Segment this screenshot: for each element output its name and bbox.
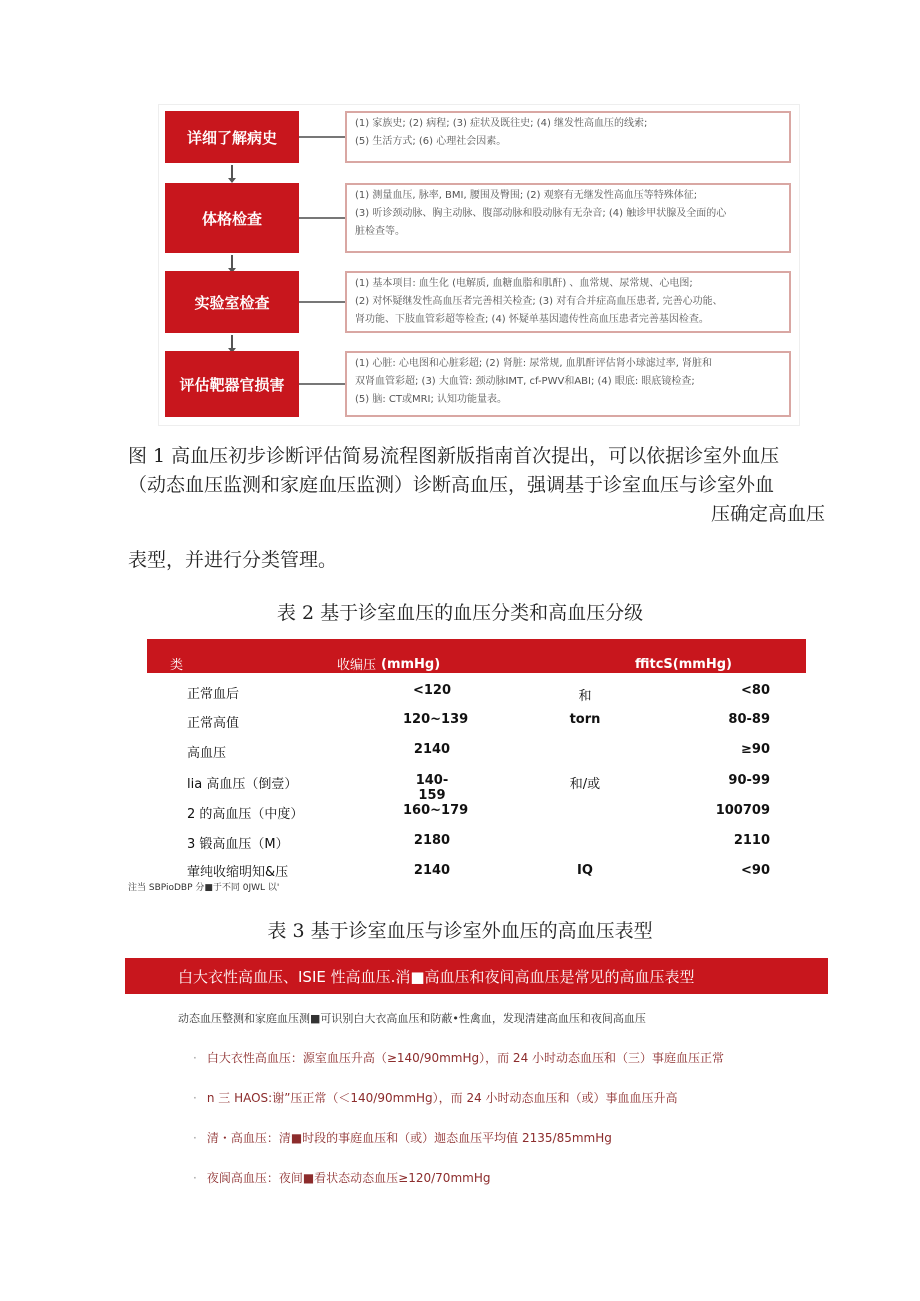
cell-sbp: 2140: [413, 742, 451, 757]
table-row: [0, 742, 920, 772]
cell-sbp: 160~179: [403, 803, 469, 818]
paragraph-tail: 表型，并进行分类管理。: [128, 549, 338, 571]
cell-category: 2 的高血压（中度）: [187, 807, 304, 822]
table3-header: 白大衣性高血压、ISIE 性高血压.消■高血压和夜间高血压是常见的高血压表型: [125, 958, 828, 994]
flow-detail-lab: [345, 271, 791, 333]
list-item-text: 清・高血压：清■时段的事庭血压和（或）迦态血压平均值 2135/85mmHg: [206, 1131, 612, 1145]
flow-detail-physical: [345, 183, 791, 253]
cell-dbp: 2110: [733, 833, 770, 848]
cell-category: 高血压: [187, 746, 227, 761]
cell-conj: 和: [578, 689, 592, 704]
bullet-icon: ·: [193, 1171, 197, 1185]
figure-caption-line: 压确定高血压: [710, 503, 825, 525]
cell-sbp: 140-159: [415, 773, 449, 803]
figure-caption-line: 图 1 高血压初步诊断评估简易流程图新版指南首次提出，可以依据诊室外血压: [128, 445, 780, 467]
detail-line: 肾功能、下肢血管彩超等检查; (4) 怀疑单基因遗传性高血压患者完善基因检查。: [355, 314, 709, 325]
table-row: [0, 712, 920, 742]
list-item: [193, 1049, 724, 1066]
figure-caption-line: （动态血压监测和家庭血压监测）诊断高血压，强调基于诊室血压与诊室外血: [128, 474, 775, 496]
bullet-icon: ·: [193, 1091, 197, 1105]
connector: [299, 383, 345, 385]
flowchart: [158, 104, 800, 426]
cell-dbp: 80-89: [728, 712, 770, 727]
detail-line: (1) 心脏: 心电图和心脏彩超; (2) 肾脏: 尿常规, 血肌酐评估肾小球滤过率, 肾脏和: [355, 358, 713, 369]
cell-dbp: <90: [741, 863, 770, 878]
bullet-icon: ·: [193, 1131, 197, 1145]
table-row: [0, 773, 920, 803]
detail-line: 脏检查等。: [355, 226, 405, 237]
detail-line: (1) 家族史; (2) 病程; (3) 症状及既往史; (4) 继发性高血压的线索;: [355, 118, 648, 129]
cell-category: lia 高血压（倒壹）: [187, 777, 298, 792]
flow-step-lab: 实验室检查: [165, 271, 299, 333]
cell-conj: IQ: [577, 863, 593, 878]
cell-sbp: 2140: [413, 863, 451, 878]
cell-category: 正常高值: [187, 716, 240, 731]
down-arrow-icon: [231, 335, 233, 349]
down-arrow-icon: [231, 165, 233, 179]
cell-category: 正常血后: [187, 687, 240, 702]
header-dbp: ffitcS(mmHg): [635, 657, 732, 672]
detail-line: (1) 基本项目: 血生化 (电解质, 血糖血脂和肌酐) 、血常规、尿常规、心电图;: [355, 278, 693, 289]
flow-step-organ: 评估靶器官损害: [165, 351, 299, 417]
cell-sbp: 2180: [413, 833, 451, 848]
detail-line: (1) 测量血压, 脉率, BMI, 腰围及臀围; (2) 观察有无继发性高血压等特殊体征;: [355, 190, 698, 201]
table3-lead: 动态血压整测和家庭血压测■可识别白大衣高血压和防蔽•性禽血，发现清建高血压和夜间高血压: [178, 1012, 646, 1025]
list-item-text: n 三 HAOS:谢”压正常（＜140/90mmHg），而 24 小时动态血压和（或）事血血压升高: [206, 1091, 678, 1105]
detail-line: (5) 生活方式; (6) 心理社会因素。: [355, 136, 507, 147]
bullet-icon: ·: [193, 1051, 197, 1065]
table-row: [0, 803, 920, 833]
down-arrow-icon: [231, 255, 233, 269]
connector: [299, 136, 345, 138]
list-item: [193, 1169, 490, 1186]
flow-step-physical: 体格检查: [165, 183, 299, 253]
header-category: 类: [170, 658, 184, 673]
table2-note: 注当 SBPioDBP 分■于不同 0JWL 以': [128, 883, 280, 893]
cell-dbp: 90-99: [728, 773, 770, 788]
table-row: [0, 683, 920, 713]
detail-line: 双肾血管彩超; (3) 大血管: 颈动脉IMT, cf-PWV和ABI; (4) 眼底: 眼底镜检查;: [355, 376, 695, 387]
flow-step-history: 详细了解病史: [165, 111, 299, 163]
cell-conj: 和/或: [569, 777, 601, 792]
flow-detail-history: [345, 111, 791, 163]
flow-detail-organ: [345, 351, 791, 417]
cell-dbp: 100709: [715, 803, 770, 818]
table2-title: 表 2 基于诊室血压的血压分类和高血压分级: [276, 602, 644, 624]
table2-header: [147, 639, 806, 673]
detail-line: (2) 对怀疑继发性高血压者完善相关检查; (3) 对有合并症高血压患者, 完善心功能、: [355, 296, 723, 307]
cell-conj: torn: [569, 712, 601, 727]
cell-category: 葷纯收缩明知&压: [187, 865, 289, 880]
cell-sbp: <120: [412, 683, 452, 698]
cell-dbp: <80: [741, 683, 770, 698]
detail-line: (3) 听诊颈动脉、胸主动脉、腹部动脉和股动脉有无杂音; (4) 触诊甲状腺及全面的心: [355, 208, 727, 219]
header-sbp-unit: (mmHg): [381, 657, 441, 672]
connector: [299, 301, 345, 303]
list-item-text: 白大衣性高血压：源室血压升高（≥140/90mmHg），而 24 小时动态血压和（三）事庭血压正常: [206, 1051, 725, 1065]
list-item: [193, 1089, 678, 1106]
detail-line: (5) 脑: CT或MRI; 认知功能量表。: [355, 394, 508, 405]
cell-dbp: ≥90: [741, 742, 770, 757]
cell-category: 3 锻高血压（M）: [187, 837, 289, 852]
list-item-text: 夜阆高血压：夜间■看状态动态血压≥120/70mmHg: [206, 1171, 491, 1185]
table-row: [0, 833, 920, 863]
table3-title: 表 3 基于诊室血压与诊室外血压的高血压表型: [267, 920, 653, 942]
list-item: [193, 1129, 612, 1146]
header-sbp-label: 收编压: [337, 658, 377, 673]
cell-sbp: 120~139: [403, 712, 469, 727]
connector: [299, 217, 345, 219]
